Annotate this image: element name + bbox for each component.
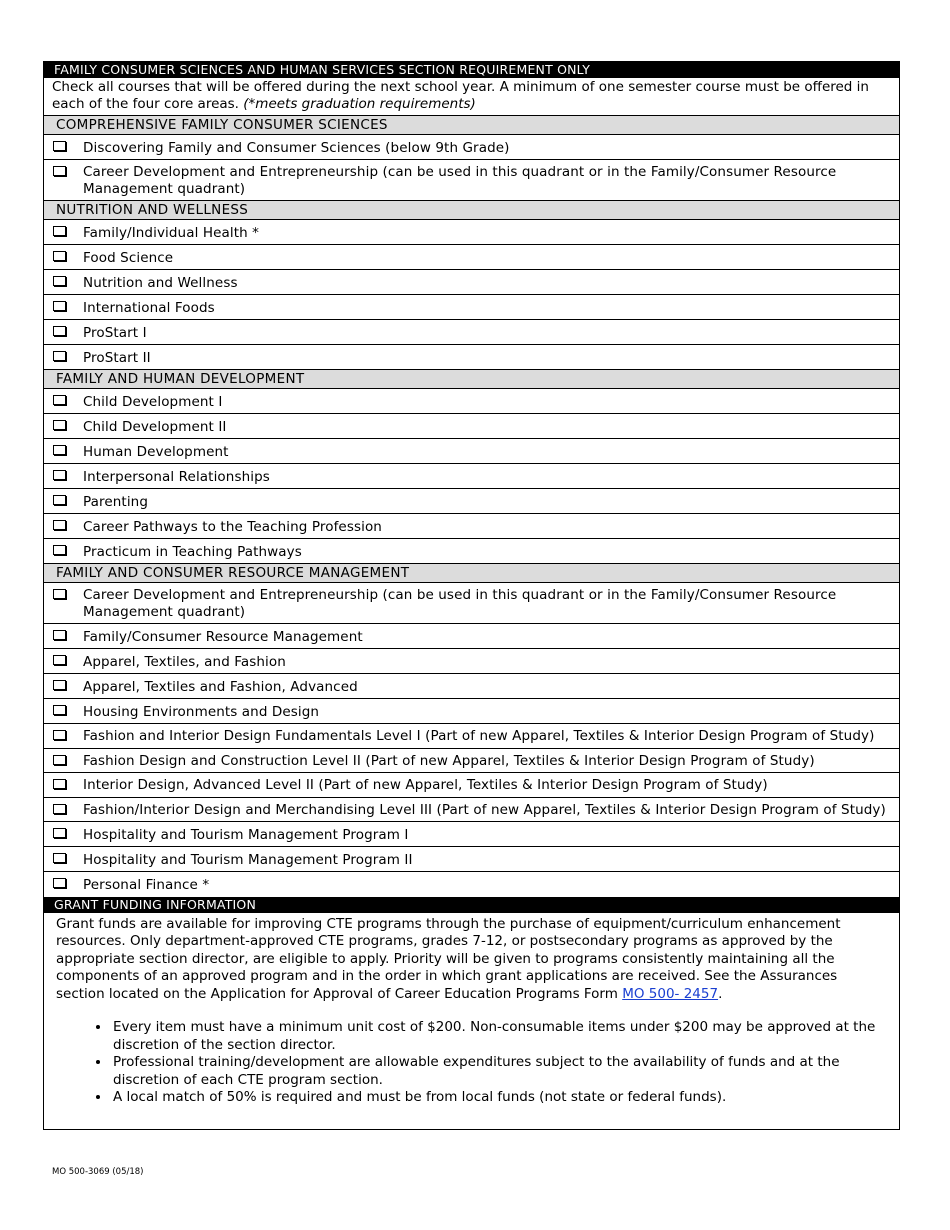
course-row — [44, 135, 899, 160]
section-header: FAMILY AND HUMAN DEVELOPMENT — [44, 370, 899, 389]
period: . — [718, 985, 723, 1002]
intro-note: (*meets graduation requirements) — [243, 96, 476, 112]
course-checkbox[interactable] — [53, 705, 66, 715]
course-row — [44, 295, 899, 320]
course-checkbox[interactable] — [53, 301, 66, 311]
course-row — [44, 464, 899, 489]
course-checkbox[interactable] — [53, 779, 66, 789]
course-label: Child Development II — [83, 419, 227, 435]
course-row — [44, 345, 899, 370]
course-row — [44, 514, 899, 539]
form-title: FAMILY CONSUMER SCIENCES AND HUMAN SERVICES SECTION REQUIREMENT ONLY — [44, 62, 899, 78]
course-row — [44, 583, 899, 624]
course-label: Fashion and Interior Design Fundamentals Level I (Part of new Apparel, Textiles & Interior Design Program of Study) — [83, 728, 875, 744]
course-checkbox[interactable] — [53, 445, 66, 455]
grant-bullet-list — [56, 1019, 887, 1107]
course-row — [44, 674, 899, 699]
form-link[interactable]: MO 500- 2457 — [622, 985, 719, 1002]
course-label: Fashion/Interior Design and Merchandising Level III (Part of new Apparel, Textiles & Interior Design Program of Study) — [83, 801, 886, 818]
course-label: Hospitality and Tourism Management Program II — [83, 852, 413, 868]
course-sections — [44, 116, 899, 897]
course-row — [44, 749, 899, 774]
course-label: Interpersonal Relationships — [83, 469, 270, 485]
course-label: Career Development and Entrepreneurship (can be used in this quadrant or in the Family/Consumer Resource Management quadrant) — [83, 164, 837, 197]
form-id-footer: MO 500-3069 (05/18) — [52, 1167, 144, 1177]
course-label: Fashion Design and Construction Level II (Part of new Apparel, Textiles & Interior Design Program of Study) — [83, 752, 815, 769]
course-label: Practicum in Teaching Pathways — [83, 544, 302, 560]
section-header: COMPREHENSIVE FAMILY CONSUMER SCIENCES — [44, 116, 899, 135]
course-row — [44, 847, 899, 872]
course-checkbox[interactable] — [53, 630, 66, 640]
course-row — [44, 724, 899, 749]
course-label: Interior Design, Advanced Level II (Part of new Apparel, Textiles & Interior Design Program of Study) — [83, 777, 768, 793]
course-checkbox[interactable] — [53, 251, 66, 261]
course-row — [44, 389, 899, 414]
course-checkbox[interactable] — [53, 470, 66, 480]
course-checkbox[interactable] — [53, 730, 66, 740]
course-row — [44, 270, 899, 295]
course-checkbox[interactable] — [53, 589, 66, 599]
course-row — [44, 649, 899, 674]
course-row — [44, 489, 899, 514]
course-label: Child Development I — [83, 394, 223, 410]
grant-bullet: • A local match of 50% is required and must be from local funds (not state or federal funds). — [111, 1089, 887, 1107]
course-row — [44, 220, 899, 245]
course-label: Housing Environments and Design — [83, 704, 320, 720]
course-label: Human Development — [83, 444, 229, 460]
grant-paragraph-text: Grant funds are available for improving CTE programs through the purchase of equipment/curriculum enhancement resources. Only department-approved CTE programs, grades 7-12, or postsecondary programs as approved by the appropriate section director, are eligible to apply. Priority will be given to programs consistently maintaining all the components of an approved program and in the order in which grant applications are received. See the Assurances section located on the Application for Approval of Career Education Programs Form — [56, 915, 841, 1002]
course-checkbox[interactable] — [53, 680, 66, 690]
course-label: Apparel, Textiles, and Fashion — [83, 654, 286, 670]
course-checkbox[interactable] — [53, 878, 66, 888]
course-form — [43, 61, 900, 1130]
course-row — [44, 872, 899, 897]
course-label: Career Pathways to the Teaching Profession — [83, 519, 382, 535]
grant-title: GRANT FUNDING INFORMATION — [44, 897, 899, 913]
course-label: Personal Finance * — [83, 877, 210, 893]
course-row — [44, 773, 899, 798]
course-checkbox[interactable] — [53, 655, 66, 665]
course-checkbox[interactable] — [53, 326, 66, 336]
course-row — [44, 798, 899, 823]
course-label: ProStart I — [83, 325, 147, 341]
course-checkbox[interactable] — [53, 226, 66, 236]
course-label: ProStart II — [83, 350, 151, 366]
course-row — [44, 320, 899, 345]
course-checkbox[interactable] — [53, 495, 66, 505]
course-checkbox[interactable] — [53, 166, 66, 176]
course-checkbox[interactable] — [53, 804, 66, 814]
course-label: Discovering Family and Consumer Sciences (below 9th Grade) — [83, 140, 510, 156]
course-label: Family/Consumer Resource Management — [83, 629, 363, 645]
section-header: NUTRITION AND WELLNESS — [44, 201, 899, 220]
grant-bullet: • Professional training/development are allowable expenditures subject to the availability of funds and at the discretion of each CTE program section. — [111, 1054, 887, 1089]
course-row — [44, 539, 899, 564]
grant-body — [44, 913, 899, 1129]
section-header: FAMILY AND CONSUMER RESOURCE MANAGEMENT — [44, 564, 899, 583]
grant-paragraph — [56, 916, 887, 1004]
course-checkbox[interactable] — [53, 395, 66, 405]
course-label: International Foods — [83, 300, 215, 316]
course-row — [44, 699, 899, 724]
course-checkbox[interactable] — [53, 853, 66, 863]
course-checkbox[interactable] — [53, 141, 66, 151]
course-checkbox[interactable] — [53, 351, 66, 361]
course-label: Parenting — [83, 494, 148, 510]
course-checkbox[interactable] — [53, 828, 66, 838]
course-row — [44, 245, 899, 270]
course-label: Apparel, Textiles and Fashion, Advanced — [83, 679, 358, 695]
course-label: Career Development and Entrepreneurship (can be used in this quadrant or in the Family/Consumer Resource Management quadrant) — [83, 587, 837, 620]
course-row — [44, 160, 899, 201]
course-row — [44, 822, 899, 847]
course-row — [44, 414, 899, 439]
course-label: Family/Individual Health * — [83, 225, 259, 241]
course-checkbox[interactable] — [53, 545, 66, 555]
intro-instructions: Check all courses that will be offered during the next school year. A minimum of one semester course must be offered in each of the four core areas. — [52, 79, 869, 112]
course-row — [44, 624, 899, 649]
grant-bullet: • Every item must have a minimum unit cost of $200. Non-consumable items under $200 may be approved at the discretion of the section director. — [111, 1019, 887, 1054]
course-label: Hospitality and Tourism Management Program I — [83, 827, 409, 843]
course-checkbox[interactable] — [53, 276, 66, 286]
course-checkbox[interactable] — [53, 755, 66, 765]
course-label: Nutrition and Wellness — [83, 275, 238, 291]
course-row — [44, 439, 899, 464]
course-checkbox[interactable] — [53, 420, 66, 430]
course-checkbox[interactable] — [53, 520, 66, 530]
course-label: Food Science — [83, 250, 174, 266]
intro-text — [44, 78, 899, 116]
